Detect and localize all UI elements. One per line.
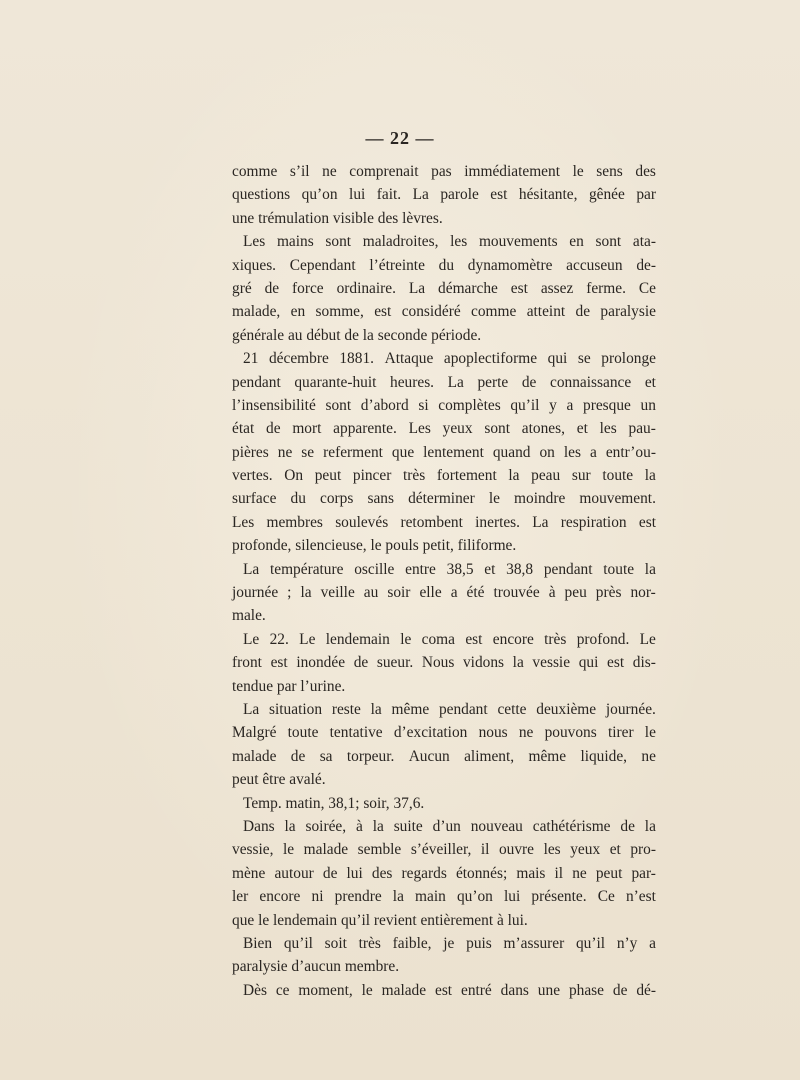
text-line: journée ; la veille au soir elle a été trouvée à peu près nor- [232, 584, 656, 602]
text-line: Les mains sont maladroites, les mouvements en sont ata- [243, 233, 656, 251]
text-line: une trémulation visible des lèvres. [232, 209, 443, 227]
text-line: vessie, le malade semble s’éveiller, il ouvre les yeux et pro- [232, 841, 656, 859]
text-line: front est inondée de sueur. Nous vidons la vessie qui est dis- [232, 654, 656, 672]
text-line: 21 décembre 1881. Attaque apoplectiforme qui se prolonge [243, 350, 656, 368]
text-line: Dans la soirée, à la suite d’un nouveau cathétérisme de la [243, 817, 656, 835]
text-line: Dès ce moment, le malade est entré dans une phase de dé- [243, 981, 656, 999]
text-line: Temp. matin, 38,1; soir, 37,6. [243, 794, 425, 812]
page-number: — 22 — [365, 128, 435, 148]
text-line: l’insensibilité sont d’abord si complètes qu’il y a presque un [232, 396, 656, 414]
text-line: gré de force ordinaire. La démarche est assez ferme. Ce [232, 279, 656, 297]
text-line: comme s’il ne comprenait pas immédiatement le sens des [232, 163, 656, 180]
text-line: La situation reste la même pendant cette deuxième journée. [243, 700, 656, 718]
text-line: pières ne se referment que lentement quand on les a entr’ou- [232, 443, 656, 461]
text-line: Malgré toute tentative d’excitation nous ne pouvons tirer le [232, 724, 656, 742]
text-line: pendant quarante-huit heures. La perte de connaissance et [232, 373, 656, 391]
text-line: Le 22. Le lendemain le coma est encore très profond. Le [243, 630, 656, 648]
text-line: xiques. Cependant l’étreinte du dynamomètre accuseun de- [232, 256, 656, 274]
text-line: peut être avalé. [232, 771, 326, 789]
body-text [232, 160, 656, 1002]
text-line: générale au début de la seconde période. [232, 326, 482, 344]
text-line: tendue par l’urine. [232, 677, 346, 695]
text-line: vertes. On peut pincer très fortement la peau sur toute la [232, 467, 656, 485]
text-line: mène autour de lui des regards étonnés; mais il ne peut par- [232, 864, 656, 882]
text-line: profonde, silencieuse, le pouls petit, filiforme. [232, 537, 517, 555]
text-line: malade de sa torpeur. Aucun aliment, même liquide, ne [232, 747, 656, 765]
text-line: Les membres soulevés retombent inertes. La respiration est [232, 513, 656, 531]
text-line: que le lendemain qu’il revient entièrement à lui. [232, 911, 528, 929]
text-line: ler encore ni prendre la main qu’on lui présente. Ce n’est [232, 888, 656, 906]
text-line: surface du corps sans déterminer le moindre mouvement. [232, 490, 656, 508]
text-line: male. [232, 607, 266, 625]
text-line: paralysie d’aucun membre. [232, 958, 400, 976]
text-line: état de mort apparente. Les yeux sont atones, et les pau- [232, 420, 656, 438]
text-line: questions qu’on lui fait. La parole est hésitante, gênée par [232, 186, 656, 204]
text-line: malade, en somme, est considéré comme atteint de paralysie [232, 303, 656, 321]
text-line: La température oscille entre 38,5 et 38,8 pendant toute la [243, 560, 656, 578]
text-line: Bien qu’il soit très faible, je puis m’assurer qu’il n’y a [243, 934, 656, 952]
